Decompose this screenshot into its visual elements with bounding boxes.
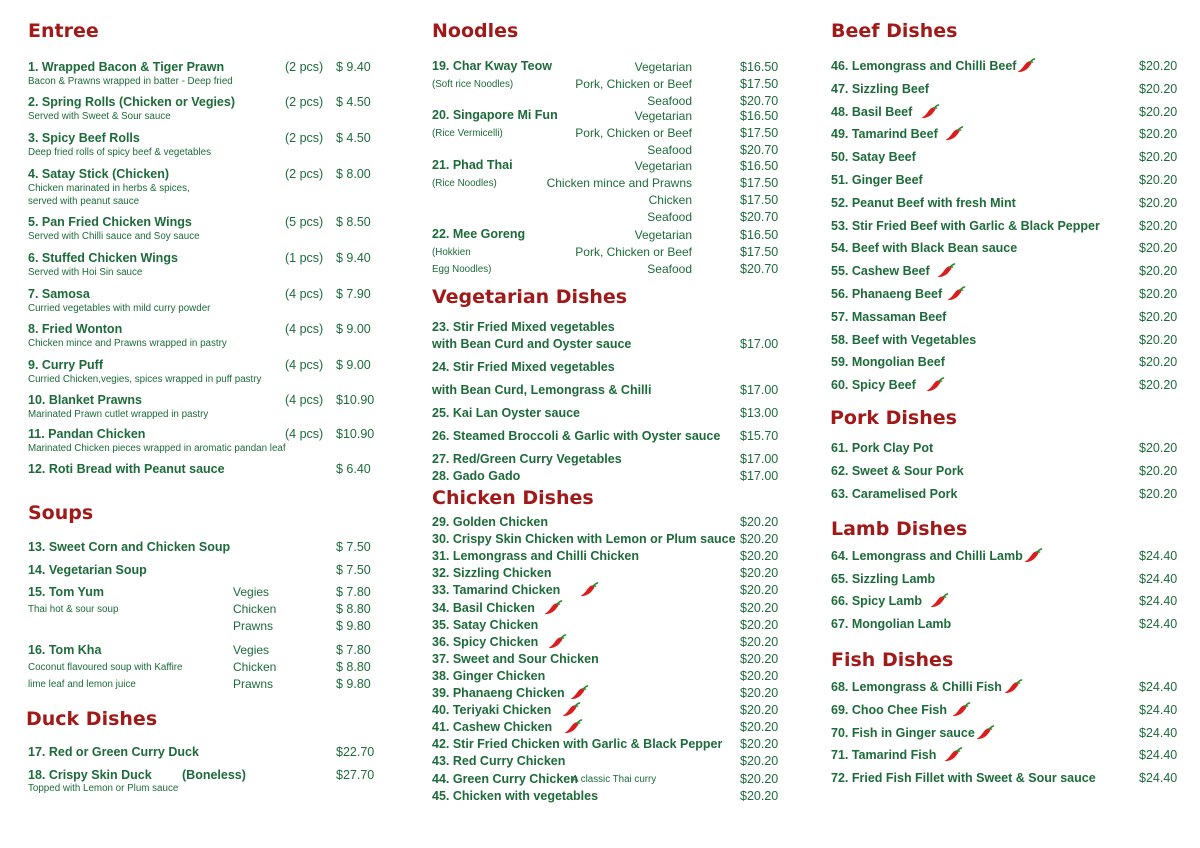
- chicken-item-price: $20.20: [740, 600, 779, 615]
- chicken-item-price: $20.20: [740, 532, 779, 547]
- pork-item-name: 62. Sweet & Sour Pork: [831, 464, 964, 478]
- noodle-variant-label: Seafood: [647, 143, 692, 157]
- chili-pepper-icon: [975, 725, 995, 741]
- chicken-item-name: 45. Chicken with vegetables: [432, 788, 599, 803]
- noodle-item-name: 20. Singapore Mi Fun: [432, 108, 558, 122]
- fish-item-price: $24.40: [1139, 702, 1178, 717]
- soup-variant-label: Prawns: [233, 619, 274, 633]
- vegetarian-item-name: 27. Red/Green Curry Vegetables: [432, 452, 622, 466]
- noodle-item-subtitle: (Rice Vermicelli): [432, 128, 503, 139]
- chicken-item-price: $20.20: [740, 668, 779, 683]
- chicken-item-name: 33. Tamarind Chicken: [432, 583, 561, 598]
- fish-item-name: 70. Fish in Ginger sauce: [831, 725, 975, 740]
- chicken-item-name: 44. Green Curry Chicken: [432, 771, 578, 786]
- noodle-variant-label: Vegetarian: [634, 228, 692, 242]
- entree-item-name: 11. Pandan Chicken: [28, 427, 146, 441]
- vegetarian-item-name: 25. Kai Lan Oyster sauce: [432, 406, 580, 420]
- soup-variant-price: $ 8.80: [336, 602, 371, 616]
- chili-pepper-icon: [1016, 58, 1036, 74]
- beef-item-price: $20.20: [1139, 287, 1178, 301]
- vegetarian-item-name: 26. Steamed Broccoli & Garlic with Oyster sauce: [432, 429, 721, 443]
- chicken-item-price: $20.20: [740, 771, 779, 786]
- entree-item-price: $10.90: [336, 393, 375, 407]
- entree-item-name: 1. Wrapped Bacon & Tiger Prawn: [28, 60, 225, 74]
- beef-item-price: $20.20: [1139, 150, 1178, 165]
- section-heading-entree: Entree: [28, 20, 99, 42]
- noodle-variant-label: Vegetarian: [634, 159, 692, 173]
- beef-item-price: $20.20: [1139, 195, 1178, 210]
- duck-item-price: $27.70: [336, 768, 375, 782]
- noodle-variant-label: Vegetarian: [634, 109, 692, 123]
- beef-item-name: 52. Peanut Beef with fresh Mint: [831, 195, 1016, 210]
- chicken-item-name: 32. Sizzling Chicken: [432, 566, 552, 581]
- noodle-item-name: 19. Char Kway Teow: [432, 59, 552, 73]
- vegetarian-item-price: $17.00: [740, 337, 779, 351]
- beef-item-name: 47. Sizzling Beef: [831, 81, 929, 96]
- lamb-item-price: $24.40: [1139, 594, 1178, 609]
- section-heading-soups: Soups: [28, 502, 94, 524]
- chili-pepper-icon: [563, 719, 583, 735]
- beef-item-price: $20.20: [1139, 355, 1178, 370]
- entree-item-description: Deep fried rolls of spicy beef & vegetables: [28, 147, 211, 158]
- beef-item-price: $20.20: [1139, 81, 1178, 96]
- entree-item-price: $ 9.40: [336, 251, 371, 265]
- beef-item-name: 58. Beef with Vegetables: [831, 332, 977, 347]
- soup-variant-price: $ 7.80: [336, 643, 371, 657]
- lamb-item-name: 65. Sizzling Lamb: [831, 571, 936, 586]
- fish-item-name: 72. Fried Fish Fillet with Sweet & Sour sauce: [831, 771, 1096, 786]
- noodle-variant-label: Vegetarian: [634, 60, 692, 74]
- entree-item-name: 2. Spring Rolls (Chicken or Vegies): [28, 95, 235, 109]
- beef-item-price: $20.20: [1139, 332, 1178, 347]
- soup-item-name: 13. Sweet Corn and Chicken Soup: [28, 540, 231, 554]
- noodle-variant-price: $16.50: [740, 159, 779, 173]
- chili-pepper-icon: [579, 582, 599, 598]
- entree-item-quantity: (4 pcs): [285, 287, 324, 301]
- noodle-variant-price: $20.70: [740, 94, 779, 108]
- vegetarian-item-name: 28. Gado Gado: [432, 469, 521, 483]
- chili-pepper-icon: [936, 263, 956, 279]
- soup-variant-price: $ 9.80: [336, 619, 371, 633]
- chili-pepper-icon: [946, 286, 966, 302]
- beef-item-name: 57. Massaman Beef: [831, 309, 947, 324]
- entree-item-price: $ 8.50: [336, 215, 371, 229]
- noodle-variant-label: Chicken mince and Prawns: [546, 176, 692, 190]
- chili-pepper-icon: [1003, 679, 1023, 695]
- chicken-item-price: $20.20: [740, 651, 779, 666]
- noodle-variant-price: $16.50: [740, 228, 779, 242]
- section-heading-pork: Pork Dishes: [830, 407, 957, 429]
- entree-item-price: $ 7.90: [336, 287, 371, 301]
- fish-item-name: 69. Choo Chee Fish: [831, 702, 947, 717]
- beef-item-price: $20.20: [1139, 309, 1178, 324]
- beef-item-name: 59. Mongolian Beef: [831, 355, 945, 370]
- chicken-item-name: 43. Red Curry Chicken: [432, 754, 566, 769]
- vegetarian-item-price: $13.00: [740, 406, 779, 420]
- entree-item-description: Curried Chicken,vegies, spices wrapped in puff pastry: [28, 374, 262, 385]
- noodle-item-subtitle: (Soft rice Noodles): [432, 79, 514, 90]
- chicken-item-name: 34. Basil Chicken: [432, 600, 535, 615]
- entree-item-description: Chicken marinated in herbs & spices,: [28, 183, 190, 194]
- noodle-item-name: 21. Phad Thai: [432, 158, 513, 172]
- soup-item-description: lime leaf and lemon juice: [28, 679, 136, 690]
- entree-item-quantity: (4 pcs): [285, 358, 324, 372]
- section-heading-lamb: Lamb Dishes: [831, 518, 968, 540]
- beef-item-name: 48. Basil Beef: [831, 104, 913, 119]
- chicken-item-price: $20.20: [740, 788, 779, 803]
- section-heading-fish: Fish Dishes: [831, 649, 954, 671]
- entree-item-name: 7. Samosa: [28, 287, 90, 301]
- vegetarian-item-name: 24. Stir Fried Mixed vegetables: [432, 360, 615, 374]
- chicken-item-name: 31. Lemongrass and Chilli Chicken: [432, 549, 640, 564]
- entree-item-description: Bacon & Prawns wrapped in batter - Deep fried: [28, 76, 233, 87]
- noodle-variant-label: Seafood: [647, 210, 692, 224]
- section-heading-chicken: Chicken Dishes: [432, 487, 594, 509]
- entree-item-price: $ 9.40: [336, 60, 371, 74]
- soup-variant-price: $ 9.80: [336, 677, 371, 691]
- noodle-item-subtitle: (Rice Noodles): [432, 178, 497, 189]
- entree-item-quantity: (2 pcs): [285, 131, 324, 145]
- entree-item-price: $ 4.50: [336, 131, 371, 145]
- chicken-item-name: 35. Satay Chicken: [432, 617, 539, 632]
- vegetarian-item-price: $17.00: [740, 452, 779, 466]
- beef-item-name: 49. Tamarind Beef: [831, 127, 938, 142]
- chicken-item-price: $20.20: [740, 720, 779, 735]
- entree-item-name: 12. Roti Bread with Peanut sauce: [28, 462, 225, 476]
- entree-item-name: 4. Satay Stick (Chicken): [28, 167, 170, 181]
- chicken-item-name: 40. Teriyaki Chicken: [432, 703, 552, 718]
- soup-item-description: Coconut flavoured soup with Kaffire: [28, 662, 183, 673]
- entree-item-name: 8. Fried Wonton: [28, 322, 123, 336]
- beef-item-price: $20.20: [1139, 173, 1178, 187]
- fish-item-name: 71. Tamarind Fish: [831, 748, 937, 763]
- chicken-item-name: 36. Spicy Chicken: [432, 634, 539, 649]
- vegetarian-item-name: 23. Stir Fried Mixed vegetables: [432, 320, 615, 334]
- entree-item-description: Served with Chilli sauce and Soy sauce: [28, 231, 200, 242]
- beef-item-name: 46. Lemongrass and Chilli Beef: [831, 59, 1017, 73]
- duck-item-price: $22.70: [336, 745, 375, 759]
- vegetarian-item-name: with Bean Curd and Oyster sauce: [432, 337, 632, 351]
- pork-item-price: $20.20: [1139, 441, 1178, 455]
- entree-item-description: Chicken mince and Prawns wrapped in pastry: [28, 338, 227, 349]
- entree-item-description: Marinated Chicken pieces wrapped in aromatic pandan leaf: [28, 443, 286, 454]
- noodle-variant-price: $16.50: [740, 60, 779, 74]
- entree-item-quantity: (4 pcs): [285, 393, 324, 407]
- entree-item-quantity: (2 pcs): [285, 60, 324, 74]
- chili-pepper-icon: [951, 702, 971, 718]
- beef-item-price: $20.20: [1139, 378, 1178, 393]
- noodle-variant-price: $20.70: [740, 262, 779, 276]
- chicken-item-price: $20.20: [740, 617, 779, 632]
- chili-pepper-icon: [561, 702, 581, 718]
- soup-item-description: Thai hot & sour soup: [28, 604, 119, 615]
- entree-item-description: Curried vegetables with mild curry powder: [28, 303, 211, 314]
- entree-item-price: $ 9.00: [336, 358, 371, 372]
- vegetarian-item-price: $17.00: [740, 383, 779, 397]
- entree-item-price: $ 4.50: [336, 95, 371, 109]
- beef-item-price: $20.20: [1139, 241, 1178, 256]
- chili-pepper-icon: [925, 377, 945, 393]
- chicken-item-note: A classic Thai curry: [572, 773, 657, 785]
- chicken-item-price: $20.20: [740, 634, 779, 649]
- fish-item-price: $24.40: [1139, 748, 1178, 763]
- noodle-variant-price: $20.70: [740, 143, 779, 157]
- duck-item-note: (Boneless): [182, 768, 246, 782]
- soup-variant-label: Prawns: [233, 677, 274, 691]
- noodle-variant-label: Seafood: [647, 262, 692, 276]
- noodle-variant-label: Seafood: [647, 94, 692, 108]
- beef-item-price: $20.20: [1139, 59, 1178, 73]
- section-heading-beef: Beef Dishes: [831, 20, 958, 42]
- chili-pepper-icon: [929, 593, 949, 609]
- pork-item-name: 63. Caramelised Pork: [831, 487, 958, 501]
- chicken-item-price: $20.20: [740, 549, 779, 564]
- beef-item-price: $20.20: [1139, 104, 1178, 119]
- soup-variant-label: Chicken: [233, 602, 277, 616]
- noodle-item-subtitle: Egg Noodles): [432, 264, 492, 275]
- section-heading-vegetarian: Vegetarian Dishes: [432, 286, 628, 308]
- beef-item-name: 55. Cashew Beef: [831, 264, 930, 279]
- fish-item-price: $24.40: [1139, 771, 1178, 786]
- lamb-item-name: 67. Mongolian Lamb: [831, 617, 952, 632]
- beef-item-name: 53. Stir Fried Beef with Garlic & Black Pepper: [831, 218, 1100, 233]
- entree-item-quantity: (2 pcs): [285, 167, 324, 181]
- soup-variant-label: Vegies: [233, 585, 270, 599]
- lamb-item-name: 64. Lemongrass and Chilli Lamb: [831, 549, 1023, 563]
- noodle-variant-price: $17.50: [740, 176, 779, 190]
- section-heading-noodles: Noodles: [432, 20, 519, 42]
- entree-item-quantity: (1 pcs): [285, 251, 324, 265]
- chili-pepper-icon: [944, 126, 964, 142]
- noodle-variant-price: $17.50: [740, 193, 779, 207]
- chili-pepper-icon: [920, 104, 940, 120]
- beef-item-name: 60. Spicy Beef: [831, 378, 916, 393]
- chili-pepper-icon: [543, 600, 563, 616]
- chili-pepper-icon: [1023, 548, 1043, 564]
- fish-item-name: 68. Lemongrass & Chilli Fish: [831, 680, 1002, 694]
- chicken-item-price: $20.20: [740, 583, 779, 598]
- fish-item-price: $24.40: [1139, 680, 1178, 694]
- chicken-item-name: 42. Stir Fried Chicken with Garlic & Black Pepper: [432, 737, 723, 752]
- noodle-variant-label: Chicken: [648, 193, 692, 207]
- lamb-item-price: $24.40: [1139, 571, 1178, 586]
- chicken-item-name: 30. Crispy Skin Chicken with Lemon or Plum sauce: [432, 532, 736, 547]
- chili-pepper-icon: [569, 685, 589, 701]
- beef-item-price: $20.20: [1139, 264, 1178, 279]
- chicken-item-name: 41. Cashew Chicken: [432, 720, 553, 735]
- soup-item-name: 15. Tom Yum: [28, 585, 104, 599]
- chicken-item-name: 29. Golden Chicken: [432, 515, 549, 529]
- chicken-item-price: $20.20: [740, 686, 779, 700]
- noodle-variant-label: Pork, Chicken or Beef: [575, 245, 692, 259]
- entree-item-name: 9. Curry Puff: [28, 358, 104, 372]
- entree-item-price: $ 8.00: [336, 167, 371, 181]
- entree-item-description: Served with Sweet & Sour sauce: [28, 111, 171, 122]
- noodle-variant-price: $16.50: [740, 109, 779, 123]
- pork-item-price: $20.20: [1139, 464, 1178, 478]
- vegetarian-item-price: $17.00: [740, 469, 779, 483]
- entree-item-description: Marinated Prawn cutlet wrapped in pastry: [28, 409, 209, 420]
- noodle-variant-price: $17.50: [740, 126, 779, 140]
- noodle-variant-price: $17.50: [740, 245, 779, 259]
- duck-item-description: Topped with Lemon or Plum sauce: [28, 783, 179, 794]
- soup-variant-label: Chicken: [233, 660, 277, 674]
- entree-item-price: $10.90: [336, 427, 375, 441]
- fish-item-price: $24.40: [1139, 725, 1178, 740]
- pork-item-name: 61. Pork Clay Pot: [831, 441, 934, 455]
- entree-item-name: 6. Stuffed Chicken Wings: [28, 251, 178, 265]
- chili-pepper-icon: [943, 747, 963, 763]
- soup-item-name: 14. Vegetarian Soup: [28, 563, 147, 577]
- lamb-item-name: 66. Spicy Lamb: [831, 594, 923, 609]
- beef-item-name: 50. Satay Beef: [831, 150, 916, 165]
- soup-variant-price: $ 8.80: [336, 660, 371, 674]
- chicken-item-name: 39. Phanaeng Chicken: [432, 686, 565, 700]
- chicken-item-price: $20.20: [740, 515, 779, 529]
- entree-item-price: $ 9.00: [336, 322, 371, 336]
- beef-item-name: 54. Beef with Black Bean sauce: [831, 241, 1018, 256]
- entree-item-description: Served with Hoi Sin sauce: [28, 267, 143, 278]
- beef-item-name: 51. Ginger Beef: [831, 173, 923, 187]
- lamb-item-price: $24.40: [1139, 549, 1178, 563]
- noodle-variant-price: $17.50: [740, 77, 779, 91]
- entree-item-description: served with peanut sauce: [28, 196, 140, 207]
- entree-item-quantity: (5 pcs): [285, 215, 324, 229]
- chicken-item-price: $20.20: [740, 566, 779, 581]
- pork-item-price: $20.20: [1139, 487, 1178, 501]
- noodle-item-name: 22. Mee Goreng: [432, 227, 526, 241]
- vegetarian-item-name: with Bean Curd, Lemongrass & Chilli: [432, 383, 652, 397]
- entree-item-quantity: (4 pcs): [285, 427, 324, 441]
- beef-item-price: $20.20: [1139, 127, 1178, 142]
- chicken-item-price: $20.20: [740, 754, 779, 769]
- entree-item-quantity: (2 pcs): [285, 95, 324, 109]
- entree-item-name: 5. Pan Fried Chicken Wings: [28, 215, 192, 229]
- chicken-item-price: $20.20: [740, 703, 779, 718]
- chicken-item-price: $20.20: [740, 737, 779, 752]
- entree-item-name: 3. Spicy Beef Rolls: [28, 131, 140, 145]
- noodle-variant-label: Pork, Chicken or Beef: [575, 77, 692, 91]
- soup-variant-label: Vegies: [233, 643, 270, 657]
- soup-item-price: $ 7.50: [336, 563, 371, 577]
- lamb-item-price: $24.40: [1139, 617, 1178, 632]
- entree-item-name: 10. Blanket Prawns: [28, 393, 142, 407]
- vegetarian-item-price: $15.70: [740, 429, 779, 443]
- entree-item-price: $ 6.40: [336, 462, 371, 476]
- chicken-item-name: 37. Sweet and Sour Chicken: [432, 651, 599, 666]
- noodle-item-subtitle: (Hokkien: [432, 247, 471, 258]
- soup-item-name: 16. Tom Kha: [28, 643, 102, 657]
- noodle-variant-price: $20.70: [740, 210, 779, 224]
- section-heading-duck: Duck Dishes: [26, 708, 158, 730]
- duck-item-name: 18. Crispy Skin Duck: [28, 768, 152, 782]
- chicken-item-name: 38. Ginger Chicken: [432, 668, 546, 683]
- entree-item-quantity: (4 pcs): [285, 322, 324, 336]
- noodle-variant-label: Pork, Chicken or Beef: [575, 126, 692, 140]
- duck-item-name: 17. Red or Green Curry Duck: [28, 745, 199, 759]
- beef-item-price: $20.20: [1139, 218, 1178, 233]
- chili-pepper-icon: [547, 634, 567, 650]
- soup-variant-price: $ 7.80: [336, 585, 371, 599]
- soup-item-price: $ 7.50: [336, 540, 371, 554]
- beef-item-name: 56. Phanaeng Beef: [831, 287, 943, 301]
